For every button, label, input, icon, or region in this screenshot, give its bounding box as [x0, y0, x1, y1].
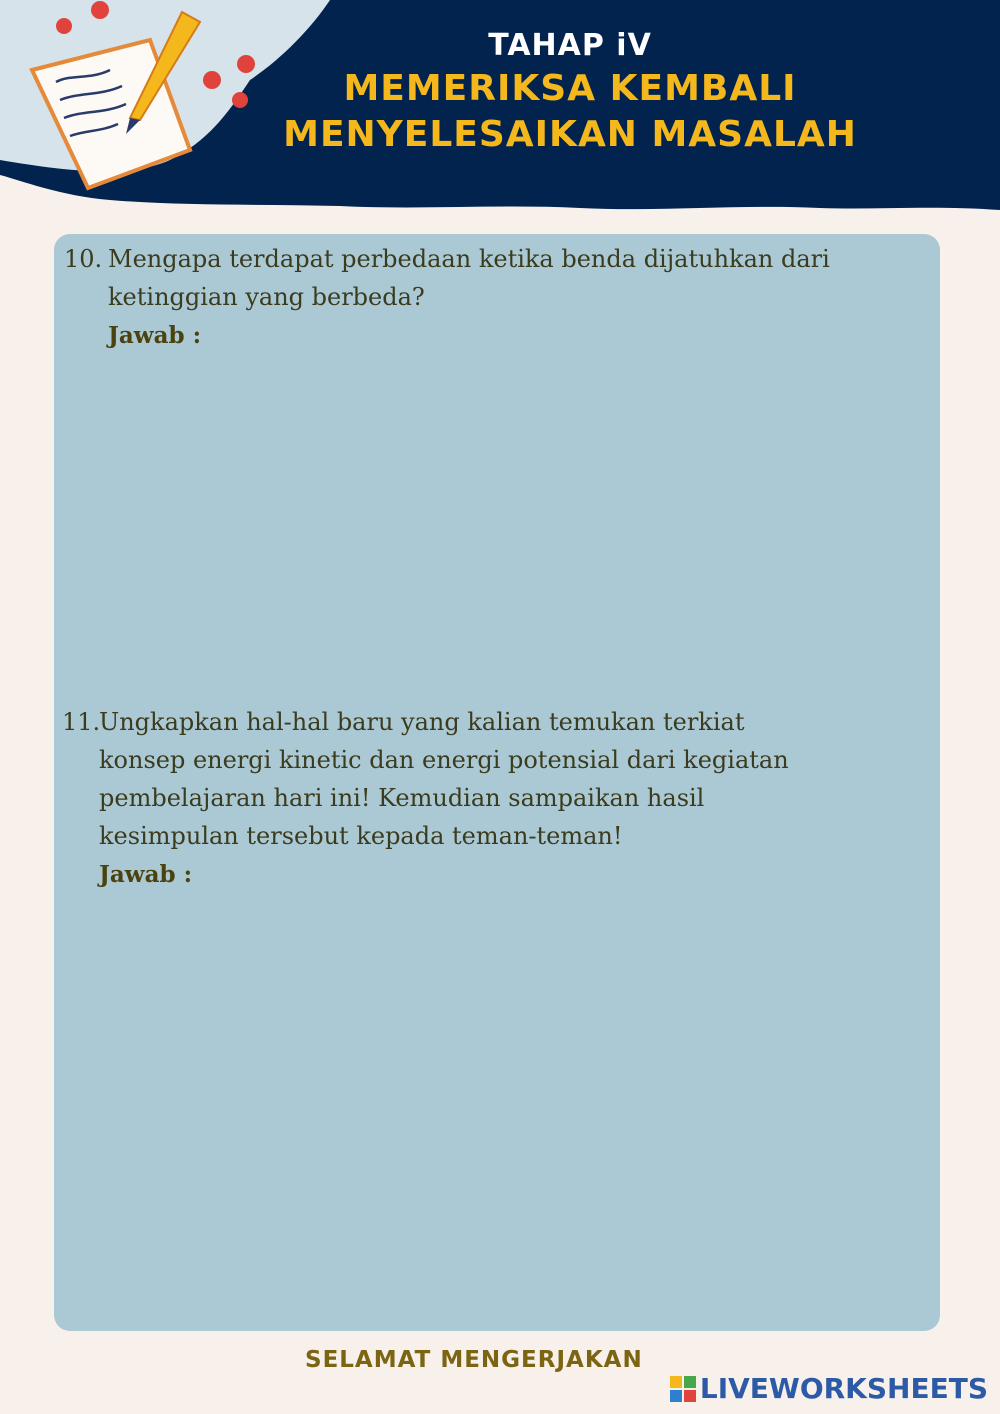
header-title-block: [230, 28, 910, 155]
question-10: [64, 240, 924, 354]
liveworksheets-brand[interactable]: [670, 1372, 988, 1405]
brand-name: LIVEWORKSHEETS: [699, 1372, 988, 1405]
question-number: 11.: [62, 708, 101, 736]
question-line: kesimpulan tersebut kepada teman-teman!: [99, 822, 623, 850]
question-11: [62, 703, 922, 893]
question-line: pembelajaran hari ini! Kemudian sampaikan hasil: [99, 784, 705, 812]
stage-label: TAHAP iV: [488, 28, 652, 63]
answer-label: Jawab :: [108, 322, 202, 349]
liveworksheets-logo-icon: [670, 1376, 696, 1402]
question-line: Mengapa terdapat perbedaan ketika benda dijatuhkan dari: [108, 245, 830, 273]
question-line: ketinggian yang berbeda?: [108, 283, 425, 311]
question-line: Ungkapkan hal-hal baru yang kalian temukan terkiat: [99, 708, 745, 736]
title-line-2: MENYELESAIKAN MASALAH: [283, 114, 857, 155]
footer-text: SELAMAT MENGERJAKAN: [305, 1347, 643, 1373]
question-line: konsep energi kinetic dan energi potensial dari kegiatan: [99, 746, 789, 774]
question-number: 10.: [64, 245, 103, 273]
answer-label: Jawab :: [99, 861, 193, 888]
title-line-1: MEMERIKSA KEMBALI: [343, 68, 797, 109]
